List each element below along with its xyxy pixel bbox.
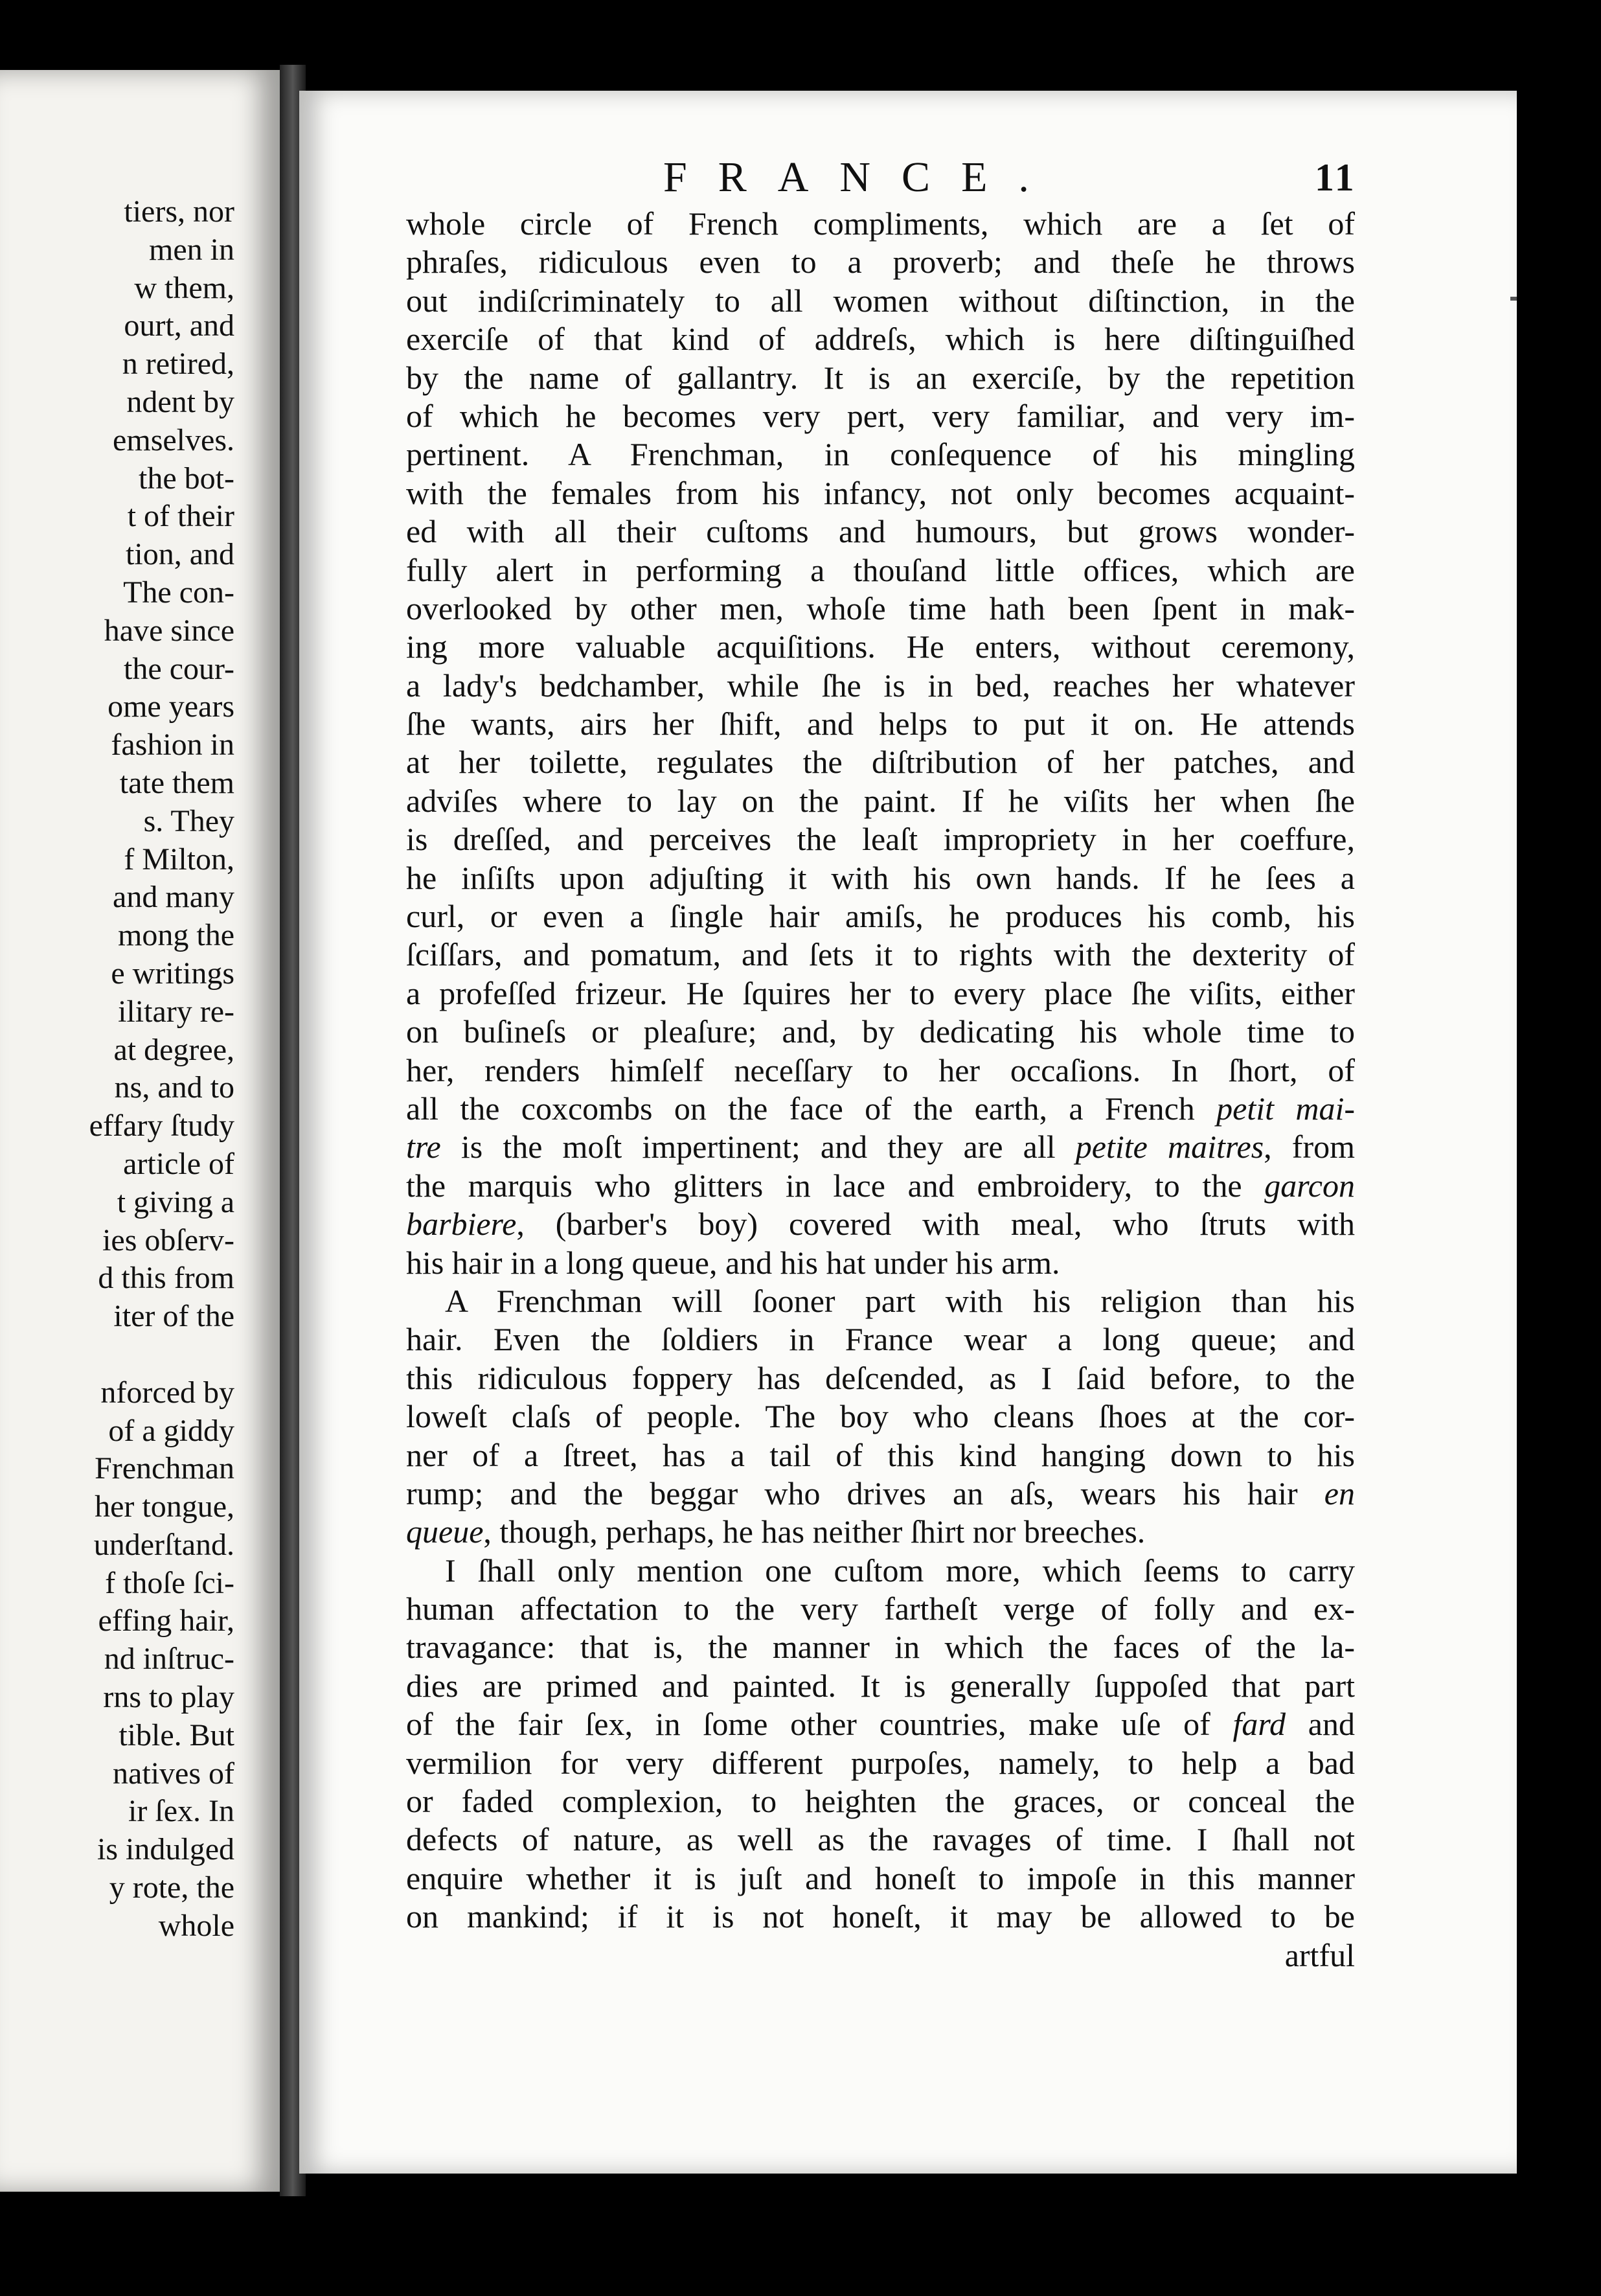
previous-page-line: nd inſtruc- (104, 1642, 234, 1677)
previous-page-line: at degree, (113, 1032, 234, 1067)
text-line: whole circle of French compliments, which are a ſet of (406, 205, 1355, 242)
previous-page-line: men in (149, 232, 234, 267)
text-span: the marquis who glitters in lace and embroidery, to the (406, 1167, 1265, 1204)
previous-page-line: t giving a (117, 1184, 234, 1219)
previous-page-line: Frenchman (95, 1451, 234, 1486)
italic-term: barbiere (406, 1206, 517, 1243)
text-line: adviſes where to lay on the paint. If he viſits her when ſhe (406, 782, 1355, 819)
text-line (406, 1128, 1355, 1166)
previous-page-line: e writings (111, 956, 234, 991)
text-line: on buſineſs or pleaſure; and, by dedicating his whole time to (406, 1013, 1355, 1050)
running-head (299, 153, 1517, 205)
previous-page-line: of a giddy (108, 1413, 234, 1448)
italic-term: fard (1232, 1706, 1286, 1743)
text-span: , though, perhaps, he has neither ſhirt nor breeches. (483, 1513, 1146, 1550)
text-line: hair. Even the ſoldiers in France wear a long queue; and (406, 1321, 1355, 1358)
previous-page-line: whole (158, 1908, 234, 1943)
italic-term: en (1324, 1475, 1355, 1511)
text-line: travagance: that is, the manner in which the faces of the la- (406, 1629, 1355, 1666)
text-line: ner of a ſtreet, has a tail of this kind hanging down to his (406, 1436, 1355, 1473)
text-line: pertinent. A Frenchman, in conſequence of his mingling (406, 436, 1355, 473)
previous-page-line: underſtand. (93, 1527, 234, 1562)
previous-page-line: f thoſe ſci- (105, 1565, 234, 1600)
previous-page-line: is indulged (97, 1832, 234, 1867)
text-line: her, renders himſelf neceſſary to her occaſions. In ſhort, of (406, 1051, 1355, 1088)
previous-page-line: ir ſex. In (128, 1794, 234, 1829)
text-line: out indiſcriminately to all women without diſtinction, in the (406, 282, 1355, 319)
previous-page-line: have since (104, 613, 234, 648)
text-line: of which he becomes very pert, very familiar, and very im- (406, 397, 1355, 434)
previous-page-line: ndent by (126, 384, 234, 419)
previous-page-line: ourt, and (124, 308, 234, 343)
previous-page-line: ns, and to (114, 1070, 234, 1105)
previous-page-line: tate them (119, 765, 234, 800)
previous-page-line: ies obſerv- (102, 1223, 234, 1257)
scan-mark (1510, 297, 1517, 301)
previous-page-line: rns to play (103, 1680, 234, 1715)
previous-page-line: f Milton, (124, 842, 234, 877)
previous-page-line: The con- (123, 575, 234, 610)
italic-term: petit mai- (1216, 1090, 1355, 1127)
previous-page-line: fashion in (111, 728, 234, 763)
text-line: enquire whether it is juſt and honeſt to impoſe in this manner (406, 1859, 1355, 1896)
page-number: 11 (1315, 156, 1357, 199)
text-line (406, 1475, 1355, 1513)
text-line: fully alert in performing a thouſand little offices, which are (406, 551, 1355, 588)
previous-page-line: her tongue, (95, 1489, 234, 1524)
text-line: his hair in a long queue, and his hat under his arm. (406, 1244, 1060, 1281)
text-line (406, 1090, 1355, 1128)
text-line (406, 1167, 1355, 1205)
previous-page-line: t of their (127, 499, 234, 534)
previous-page-line: the bot- (139, 461, 234, 496)
text-line: ed with all their cuſtoms and humours, but grows wonder- (406, 513, 1355, 550)
text-line: defects of nature, as well as the ravages of time. I ſhall not (406, 1821, 1355, 1858)
text-line: a lady's bedchamber, while ſhe is in bed, reaches her whatever (406, 667, 1355, 704)
previous-page-line: and many (113, 880, 234, 915)
text-line (406, 1513, 1355, 1551)
catchword: artful (1284, 1936, 1355, 1973)
text-line: ſciſſars, and pomatum, and ſets it to rights with the dexterity of (406, 936, 1355, 973)
previous-page-line: nforced by (100, 1375, 234, 1410)
previous-page-line: y rote, the (109, 1870, 234, 1905)
italic-term: garcon (1264, 1167, 1355, 1204)
text-line: exerciſe of that kind of addreſs, which is here diſtinguiſhed (406, 321, 1355, 358)
text-line: ing more valuable acquiſitions. He enters, without ceremony, (406, 628, 1355, 665)
text-line: a profeſſed frizeur. He ſquires her to every place ſhe viſits, either (406, 974, 1355, 1011)
text-line: he inſiſts upon adjuſting it with his own hands. If he ſees a (406, 859, 1355, 896)
text-line: at her toilette, regulates the diſtribution of her patches, and (406, 744, 1355, 781)
text-line: A Frenchman will ſooner part with his religion than his (445, 1282, 1355, 1319)
text-line: human affectation to the very fartheſt verge of folly and ex- (406, 1590, 1355, 1627)
previous-page-line: ilitary re- (118, 994, 234, 1029)
previous-page-text (1, 193, 234, 1946)
previous-page-line: w them, (134, 270, 234, 305)
previous-page-line: tiers, nor (124, 194, 234, 229)
previous-page-line: n retired, (122, 347, 234, 382)
text-line: by the name of gallantry. It is an exerciſe, by the repetition (406, 359, 1355, 396)
previous-page-line: effing hair, (98, 1603, 234, 1638)
previous-page-line: s. They (143, 803, 234, 838)
current-page (299, 91, 1517, 2174)
previous-page-line: iter of the (113, 1299, 234, 1334)
italic-term: petite maitres (1075, 1129, 1264, 1165)
previous-page-line: ome years (108, 689, 234, 724)
previous-page-line: effary ſtudy (89, 1108, 234, 1143)
previous-page-line: tible. But (119, 1717, 234, 1752)
text-span: of the fair ſex, in ſome other countries, make uſe of (406, 1706, 1233, 1743)
text-line: overlooked by other men, whoſe time hath been ſpent in mak- (406, 590, 1355, 626)
text-line: is dreſſed, and perceives the leaſt impropriety in her coeffure, (406, 821, 1355, 858)
previous-page-line: the cour- (124, 651, 234, 686)
text-line (406, 1705, 1355, 1743)
italic-term: tre (406, 1129, 441, 1165)
previous-page-line: natives of (113, 1756, 234, 1791)
text-line: or faded complexion, to heighten the graces, or conceal the (406, 1783, 1355, 1820)
text-span: , (barber's boy) covered with meal, who ſtruts with (516, 1206, 1355, 1243)
text-line: dies are primed and painted. It is generally ſuppoſed that part (406, 1667, 1355, 1704)
previous-page-fragment (0, 70, 280, 2192)
body-text (406, 205, 1355, 1975)
previous-page-line: emselves. (113, 422, 234, 457)
text-span: all the coxcombs on the face of the earth, a French (406, 1090, 1217, 1127)
text-line: vermilion for very different purpoſes, namely, to help a bad (406, 1744, 1355, 1781)
text-line: this ridiculous foppery has deſcended, as I ſaid before, to the (406, 1359, 1355, 1396)
text-span: , from (1264, 1129, 1355, 1165)
italic-term: queue (406, 1513, 484, 1550)
text-line: loweſt claſs of people. The boy who cleans ſhoes at the cor- (406, 1398, 1355, 1435)
previous-page-line (1, 1336, 234, 1374)
text-line: curl, or even a ſingle hair amiſs, he produces his comb, his (406, 898, 1355, 935)
previous-page-line: mong the (118, 918, 234, 953)
text-line: phraſes, ridiculous even to a proverb; and theſe he throws (406, 244, 1355, 281)
text-span: is the moſt impertinent; and they are all (440, 1129, 1076, 1165)
text-line: with the females from his infancy, not only becomes acquaint- (406, 474, 1355, 511)
running-title: FRANCE. (663, 154, 1060, 201)
text-line: I ſhall only mention one cuſtom more, which ſeems to carry (445, 1552, 1355, 1589)
text-span: rump; and the beggar who drives an aſs, wears his hair (406, 1475, 1324, 1511)
text-line (406, 1205, 1355, 1243)
text-line: on mankind; if it is not honeſt, it may be allowed to be (406, 1898, 1355, 1935)
previous-page-line: d this from (98, 1261, 234, 1296)
previous-page-line: article of (123, 1146, 234, 1181)
text-line: ſhe wants, airs her ſhift, and helps to put it on. He attends (406, 706, 1355, 742)
text-span: and (1286, 1706, 1355, 1743)
previous-page-line: tion, and (126, 537, 234, 572)
